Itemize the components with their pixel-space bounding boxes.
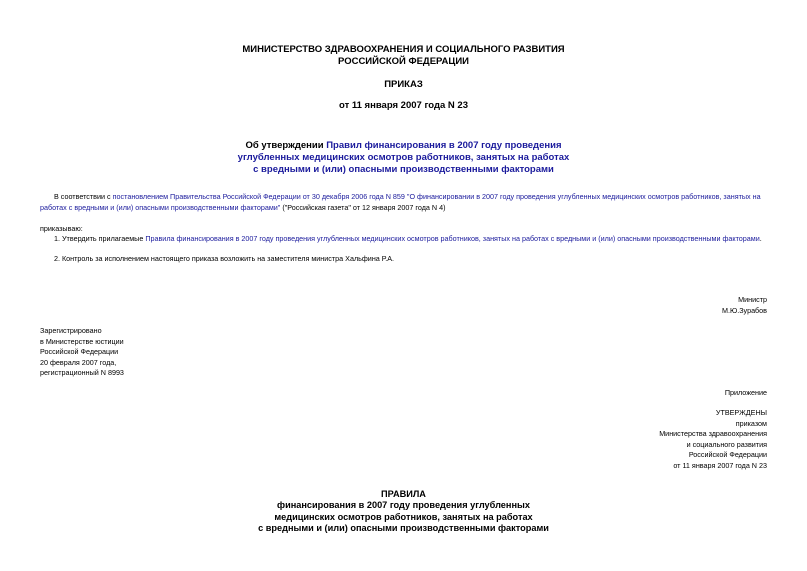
rules-title-line-3: медицинских осмотров работников, занятых на работах: [274, 511, 533, 522]
order-word: приказываю:: [40, 224, 83, 233]
approval-line-4: Российской Федерации: [688, 450, 767, 459]
appendix-label: Приложение: [724, 388, 767, 397]
order-item-1: [54, 234, 762, 245]
approval-block: [659, 408, 767, 471]
registration-line-3: Российской Федерации: [40, 347, 119, 356]
registration-block: [40, 326, 124, 379]
rules-title-line-4: с вредными и (или) опасными производственными факторами: [258, 522, 549, 533]
preamble-link-2[interactable]: работах с вредными и (или) опасными производственными факторами": [40, 202, 281, 212]
preamble-text-2: ("Российская газета" от 12 января 2007 года N 4): [280, 202, 446, 212]
registration-line-2: в Министерстве юстиции: [40, 336, 124, 346]
ministry-line-1: МИНИСТЕРСТВО ЗДРАВООХРАНЕНИЯ И СОЦИАЛЬНОГО РАЗВИТИЯ: [242, 44, 565, 55]
signature-position: Министр: [738, 295, 767, 304]
item-1-link[interactable]: Правила финансирования в 2007 году проведения углубленных медицинских осмотров работников, занятых на работах с вредными и (или) опасными производственными факторами: [145, 234, 760, 243]
preamble: [40, 192, 770, 213]
preamble-link-1[interactable]: постановлением Правительства Российской Федерации от 30 декабря 2006 года N 859 "О финансировании в 2007 году проведения углубленных медицинских осмотров работников, занятых на: [112, 192, 761, 201]
registration-line-5: регистрационный N 8993: [40, 368, 124, 377]
registration-line-4: 20 февраля 2007 года,: [40, 357, 117, 367]
title-prefix: Об утверждении: [245, 140, 327, 151]
rules-title: [0, 489, 807, 534]
approval-line-1: приказом: [735, 418, 767, 428]
signature-name: М.Ю.Зурабов: [721, 305, 767, 315]
doc-type: ПРИКАЗ: [384, 79, 423, 90]
rules-title-line-1: ПРАВИЛА: [381, 489, 426, 499]
item-1-text: 1. Утвердить прилагаемые: [54, 234, 146, 243]
approval-word: УТВЕРЖДЕНЫ: [715, 408, 767, 417]
document-title: [0, 140, 807, 176]
rules-title-line-2: финансирования в 2007 году проведения углубленных: [277, 500, 530, 511]
title-link-line-3[interactable]: с вредными и (или) опасными производственными факторами: [253, 164, 554, 175]
approval-line-5: от 11 января 2007 года N 23: [673, 460, 767, 470]
item-1-end: .: [759, 234, 762, 243]
ministry-header: [0, 44, 807, 68]
ministry-line-2: РОССИЙСКОЙ ФЕДЕРАЦИИ: [337, 56, 469, 67]
title-link-line-2[interactable]: углубленных медицинских осмотров работников, занятых на работах: [237, 152, 570, 163]
order-item-2: 2. Контроль за исполнением настоящего приказа возложить на заместителя министра Хальфина Р.А.: [54, 254, 395, 263]
registration-line-1: Зарегистрировано: [40, 326, 102, 335]
approval-line-3: и социального развития: [686, 439, 767, 449]
doc-date: от 11 января 2007 года N 23: [339, 100, 468, 111]
title-link-line-1[interactable]: Правил финансирования в 2007 году проведения: [326, 140, 562, 151]
approval-line-2: Министерства здравоохранения: [659, 429, 767, 438]
preamble-text-1: В соответствии с: [54, 192, 113, 201]
signature: [722, 295, 767, 316]
